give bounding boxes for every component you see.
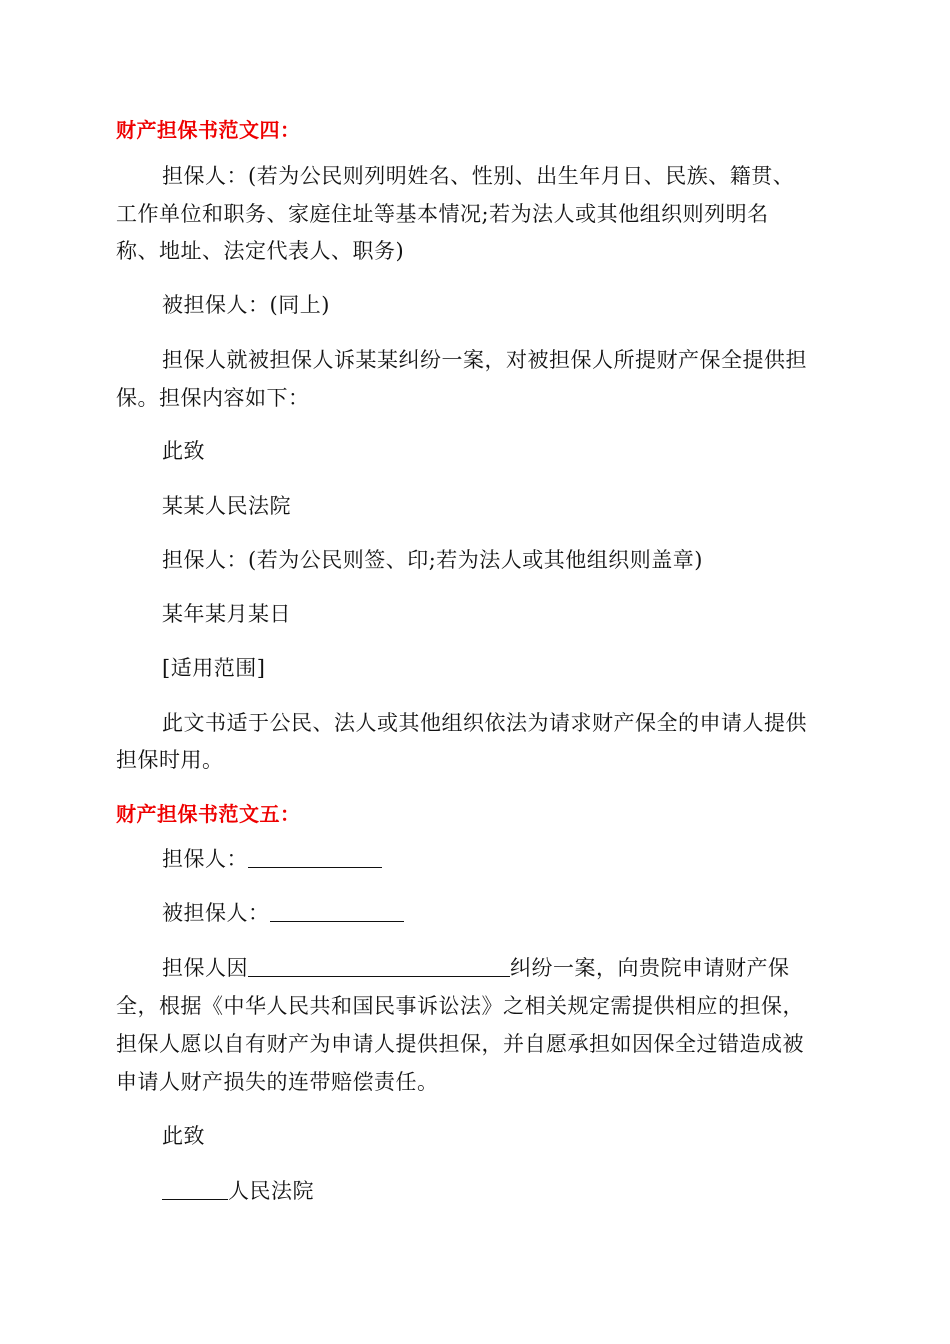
- body-line-4: 申请人财产损失的连带赔偿责任。: [116, 1070, 439, 1094]
- guarantor-blank: [248, 847, 382, 868]
- guaranteed-party: 被担保人：(同上): [162, 293, 330, 317]
- salutation: 此致: [162, 439, 205, 463]
- guarantor-label: 担保人：: [162, 847, 248, 871]
- guaranteed-field: [162, 901, 404, 925]
- body-line-3: 担保人愿以自有财产为申请人提供担保，并自愿承担如因保全过错造成被: [116, 1032, 804, 1056]
- date-line: 某年某月某日: [162, 602, 291, 626]
- court-name: 某某人民法院: [162, 494, 291, 518]
- court-suffix: 人民法院: [228, 1179, 314, 1203]
- body-line-1-suffix: 纠纷一案，向贵院申请财产保: [510, 956, 790, 980]
- statement-line-1: 担保人就被担保人诉某某纠纷一案，对被担保人所提财产保全提供担: [162, 348, 807, 372]
- section-5-heading: 财产担保书范文五：: [116, 802, 301, 826]
- guarantor-field: [162, 847, 382, 871]
- body-line-1-prefix: 担保人因: [162, 956, 248, 980]
- scope-label: [适用范围]: [162, 656, 266, 680]
- body-line-1: [162, 956, 790, 980]
- body-line-2: 全，根据《中华人民共和国民事诉讼法》之相关规定需提供相应的担保，: [116, 994, 804, 1018]
- signature-line: 担保人：(若为公民则签、印;若为法人或其他组织则盖章): [162, 548, 703, 572]
- guarantor-line-1: 担保人：(若为公民则列明姓名、性别、出生年月日、民族、籍贯、: [162, 164, 795, 188]
- dispute-blank: [248, 956, 510, 977]
- guaranteed-label: 被担保人：: [162, 901, 270, 925]
- guaranteed-blank: [270, 901, 404, 922]
- section-4-heading: 财产担保书范文四：: [116, 118, 301, 142]
- guarantor-line-3: 称、地址、法定代表人、职务): [116, 239, 405, 263]
- salutation-2: 此致: [162, 1124, 205, 1148]
- statement-line-2: 保。担保内容如下：: [116, 386, 310, 410]
- scope-line-2: 担保时用。: [116, 748, 224, 772]
- guarantor-line-2: 工作单位和职务、家庭住址等基本情况;若为法人或其他组织则列明名: [116, 202, 769, 226]
- court-field: [162, 1179, 314, 1203]
- court-blank: [162, 1179, 228, 1200]
- scope-line-1: 此文书适于公民、法人或其他组织依法为请求财产保全的申请人提供: [162, 711, 807, 735]
